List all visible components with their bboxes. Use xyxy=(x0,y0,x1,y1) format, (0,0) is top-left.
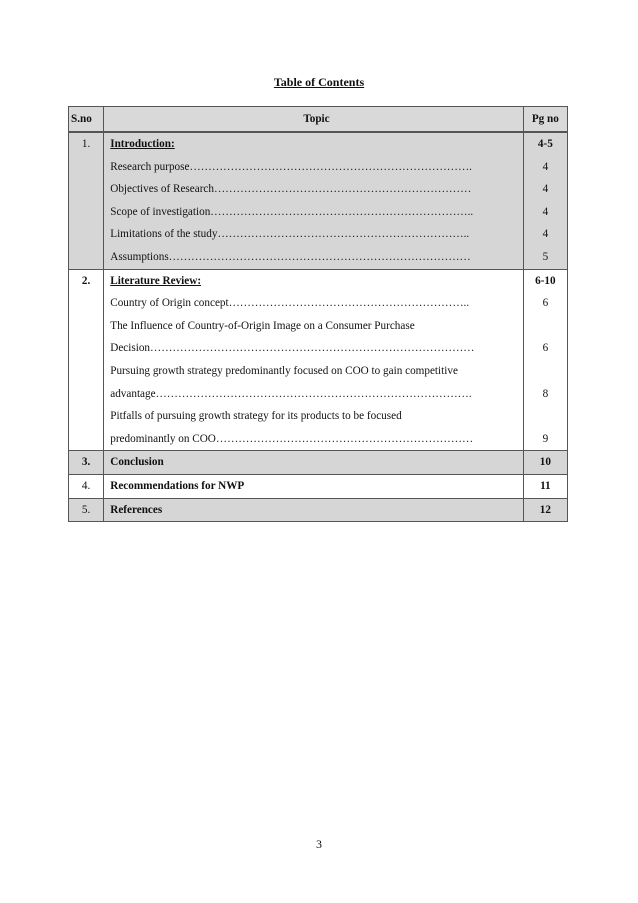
page-ref: 4 xyxy=(542,205,549,218)
table-row xyxy=(69,451,567,475)
section-number: 1. xyxy=(81,138,91,150)
toc-entry: Pursuing growth strategy predominantly focused on COO to gain competitive xyxy=(110,364,458,377)
toc-entry: Decision…………………………………………………………………………… xyxy=(110,342,475,355)
page-ref: 6 xyxy=(542,342,549,355)
header-topic: Topic xyxy=(110,107,522,133)
section-heading: Literature Review: xyxy=(110,274,202,287)
header-sno: S.no xyxy=(69,107,104,133)
page-number: 3 xyxy=(316,837,322,851)
page-ref: 4 xyxy=(542,228,549,241)
section-heading: References xyxy=(110,503,163,516)
section-number: 4. xyxy=(81,479,91,492)
table-row xyxy=(69,475,567,499)
header-pg: Pg no xyxy=(523,107,567,133)
table-row xyxy=(69,133,567,270)
page-ref: 4 xyxy=(542,183,549,196)
section-number: 3. xyxy=(81,456,91,469)
toc-entry: Pitfalls of pursuing growth strategy for its products to be focused xyxy=(110,410,402,423)
page-ref: 10 xyxy=(539,456,551,469)
toc-title: Table of Contents xyxy=(273,75,365,89)
section-number: 2. xyxy=(81,274,91,287)
table-row xyxy=(69,270,567,452)
page-ref: 4 xyxy=(542,160,549,173)
toc-entry: Assumptions……………………………………………………………………… xyxy=(110,250,471,263)
page-ref: 12 xyxy=(539,503,551,516)
toc-entry: predominantly on COO…………………………………………………………… xyxy=(110,432,474,445)
toc-entry: advantage…………………………………………………………………………. xyxy=(110,387,472,400)
page-ref: 11 xyxy=(540,479,551,492)
table-header-row xyxy=(69,107,567,133)
section-heading: Recommendations for NWP xyxy=(110,479,245,492)
toc-entry: Country of Origin concept……………………………………………………….. xyxy=(110,297,470,310)
page-ref: 4-5 xyxy=(537,138,553,150)
toc-entry: The Influence of Country-of-Origin Image on a Consumer Purchase xyxy=(110,319,415,332)
toc-entry: Research purpose…………………………………………………………………. xyxy=(110,160,472,173)
page-ref: 6 xyxy=(542,297,549,310)
section-number: 5. xyxy=(81,503,91,516)
toc-entry: Scope of investigation…………………………………………………………….. xyxy=(110,205,474,218)
table-row xyxy=(69,499,567,522)
section-heading: Introduction: xyxy=(110,138,175,150)
section-heading: Conclusion xyxy=(110,456,164,469)
page-ref: 9 xyxy=(542,432,549,445)
toc-entry: Objectives of Research…………………………………………………………… xyxy=(110,183,472,196)
toc-entry: Limitations of the study………………………………………………………….. xyxy=(110,228,470,241)
toc-table xyxy=(68,106,568,522)
page-ref: 6-10 xyxy=(535,274,556,287)
page-ref: 8 xyxy=(542,387,549,400)
page-ref: 5 xyxy=(542,250,549,263)
